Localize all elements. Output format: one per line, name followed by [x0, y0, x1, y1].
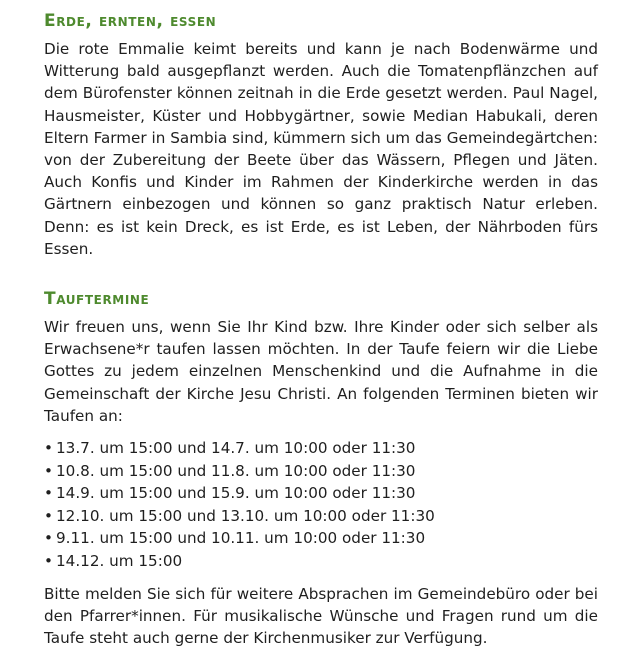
list-item: [44, 527, 598, 550]
closing-paragraph: Bitte melden Sie sich für weitere Absprachen im Gemeindebüro oder bei den Pfarrer*innen. Für musikalische Wünsche und Fragen rund um die Taufe steht auch gerne der Kirchenmusiker zur Verfügung.: [44, 584, 598, 648]
list-item: [44, 460, 598, 483]
date-text: 14.9. um 15:00 und 15.9. um 10:00 oder 11:30: [56, 484, 416, 503]
date-text: 13.7. um 15:00 und 14.7. um 10:00 oder 11:30: [56, 439, 416, 458]
date-text: 12.10. um 15:00 und 13.10. um 10:00 oder 11:30: [56, 506, 435, 525]
bullet-icon: •: [44, 529, 53, 548]
list-item: [44, 482, 598, 505]
list-item: [44, 437, 598, 460]
bullet-icon: •: [44, 552, 53, 571]
list-item: [44, 505, 598, 528]
bullet-icon: •: [44, 484, 53, 503]
section-heading-baptism: Tauftermine: [44, 289, 150, 310]
list-item: [44, 550, 598, 573]
bullet-icon: •: [44, 461, 53, 480]
garden-paragraph: Die rote Emmalie keimt bereits und kann je nach Bodenwärme und Witterung bald ausgepflanzt werden. Auch die Tomatenpflänzchen auf dem Bürofenster können zeitnah in die Erde gesetzt werden. Paul Nagel, Hausmeister, Küster und Hobbygärtner, sowie Median Habukali, deren Eltern Farmer in Sambia sind, kümmern sich um das Gemeindegärtchen: von der Zubereitung der Beete über das Wässern, Pflegen und Jäten. Auch Konfis und Kinder im Rahmen der Kinderkirche werden in das Gärtnern einbezogen und können so ganz praktisch Natur erleben. Denn: es ist kein Dreck, es ist Erde, es ist Leben, der Nährboden fürs Essen.: [44, 40, 598, 258]
baptism-intro-paragraph: Wir freuen uns, wenn Sie Ihr Kind bzw. Ihre Kinder oder sich selber als Erwachsene*r taufen lassen möchten. In der Taufe feiern wir die Liebe Gottes zu jedem einzelnen Menschenkind und die Aufnahme in die Gemeinschaft der Kirche Jesu Christi. An folgenden Terminen bieten wir Taufen an:: [44, 318, 598, 425]
section-heading-garden: Erde, ernten, essen: [44, 11, 217, 31]
date-text: 14.12. um 15:00: [56, 552, 183, 571]
baptism-dates-list: [44, 437, 598, 573]
bullet-icon: •: [44, 506, 53, 525]
section-garden: [44, 8, 598, 260]
bullet-icon: •: [44, 439, 53, 458]
date-text: 9.11. um 15:00 und 10.11. um 10:00 oder 11:30: [56, 529, 426, 548]
date-text: 10.8. um 15:00 und 11.8. um 10:00 oder 11:30: [56, 461, 416, 480]
section-baptism-dates: [44, 286, 598, 649]
document-page: [44, 8, 598, 649]
